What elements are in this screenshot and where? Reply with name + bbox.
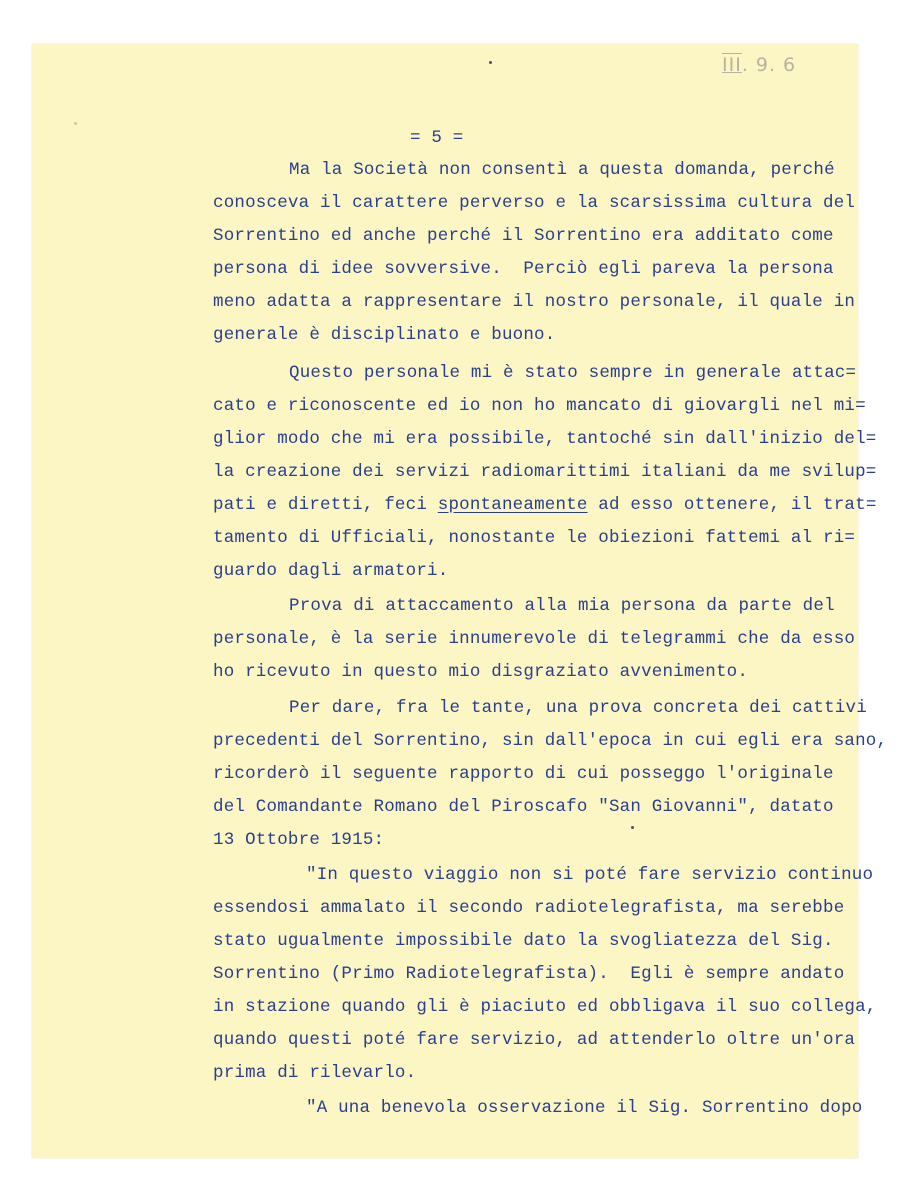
text-line-with-emphasis: [213, 497, 877, 515]
underlined-word: spontaneamente: [437, 495, 588, 515]
text-line: "In questo viaggio non si poté fare servizio continuo: [306, 865, 874, 885]
text-line: in stazione quando gli è piaciuto ed obbligava il suo collega,: [213, 997, 877, 1017]
text-line: Sorrentino ed anche perché il Sorrentino era additato come: [213, 226, 834, 246]
text-line: stato ugualmente impossibile dato la svogliatezza del Sig.: [213, 931, 834, 951]
archive-annotation: [722, 54, 796, 76]
text-line: ricorderò il seguente rapporto di cui posseggo l'originale: [213, 764, 834, 784]
text-line: precedenti del Sorrentino, sin dall'epoca in cui egli era sano,: [213, 731, 888, 751]
text-line: Prova di attaccamento alla mia persona da parte del: [289, 596, 835, 616]
text-segment: ad esso ottenere, il trat=: [587, 495, 877, 515]
text-line: Questo personale mi è stato sempre in generale attac=: [289, 363, 857, 383]
text-line: la creazione dei servizi radiomarittimi italiani da me svilup=: [213, 462, 877, 482]
paper-speck: [489, 61, 492, 64]
text-line: meno adatta a rappresentare il nostro personale, il quale in: [213, 292, 856, 312]
annotation-rest: . 9. 6: [741, 54, 797, 76]
text-line: essendosi ammalato il secondo radiotelegrafista, ma serebbe: [213, 898, 845, 918]
text-line: Ma la Società non consentì a questa domanda, perché: [289, 160, 835, 180]
text-line: del Comandante Romano del Piroscafo "San Giovanni", datato: [213, 797, 834, 817]
paper-speck: [631, 826, 634, 829]
text-line: conosceva il carattere perverso e la scarsissima cultura del: [213, 193, 856, 213]
text-line: quando questi poté fare servizio, ad attenderlo oltre un'ora: [213, 1030, 856, 1050]
text-line: cato e riconoscente ed io non ho mancato di giovargli nel mi=: [213, 396, 866, 416]
text-line: prima di rilevarlo.: [213, 1063, 417, 1083]
text-line: "A una benevola osservazione il Sig. Sorrentino dopo: [306, 1098, 863, 1118]
text-line: Sorrentino (Primo Radiotelegrafista). Egli è sempre andato: [213, 964, 845, 984]
text-segment: pati e diretti, feci: [213, 495, 438, 515]
text-line: personale, è la serie innumerevole di telegrammi che da esso: [213, 629, 856, 649]
text-line: tamento di Ufficiali, nonostante le obiezioni fattemi al ri=: [213, 528, 856, 548]
paper-speck: [74, 122, 77, 125]
text-line: Per dare, fra le tante, una prova concreta dei cattivi: [289, 698, 867, 718]
text-line: guardo dagli armatori.: [213, 561, 449, 581]
text-line: glior modo che mi era possibile, tantoché sin dall'inizio del=: [213, 429, 877, 449]
annotation-roman: III: [722, 54, 742, 76]
page-number: = 5 =: [410, 128, 464, 148]
text-line: 13 Ottobre 1915:: [213, 830, 385, 850]
text-line: ho ricevuto in questo mio disgraziato avvenimento.: [213, 662, 749, 682]
text-line: persona di idee sovversive. Perciò egli pareva la persona: [213, 259, 834, 279]
text-line: generale è disciplinato e buono.: [213, 325, 556, 345]
